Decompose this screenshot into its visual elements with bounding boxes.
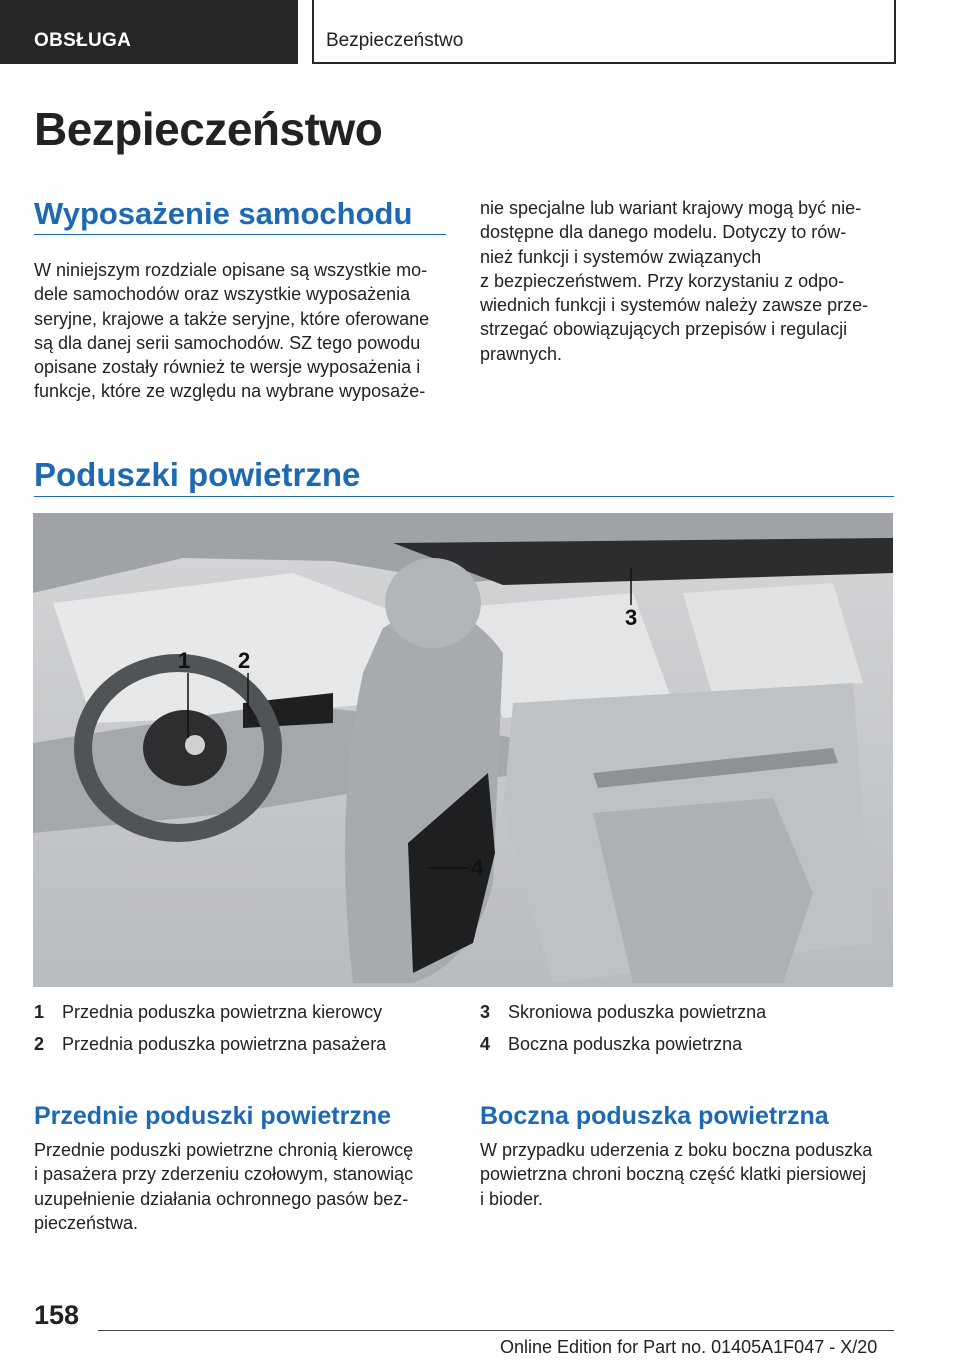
legend-text: Boczna poduszka powietrzna: [508, 1034, 743, 1054]
text-line: Przednie poduszki powietrzne chronią kierowcę: [34, 1140, 414, 1160]
text-line: i pasażera przy zderzeniu czołowym, stanowiąc: [34, 1164, 414, 1185]
subsection-title-side-airbag: Boczna poduszka powietrzna: [480, 1102, 829, 1130]
page-number: 158: [34, 1300, 80, 1330]
section-title-airbags: Poduszki powietrzne: [34, 456, 361, 493]
text-line: seryjne, krajowe a także seryjne, które oferowane: [34, 308, 430, 329]
text-line: W niniejszym rozdziale opisane są wszystkie mo-: [34, 260, 428, 280]
legend-text: Przednia poduszka powietrzna pasażera: [62, 1034, 387, 1054]
text-line: są dla danej serii samochodów. SZ tego powodu: [34, 332, 421, 353]
text-line: prawnych.: [480, 343, 563, 364]
legend-number: 3: [480, 1002, 491, 1022]
page-header: [0, 0, 960, 64]
text-line: wiednich funkcji i systemów należy zawsze prze-: [480, 295, 869, 316]
text-line: nież funkcji i systemów związanych: [480, 246, 762, 267]
section-tab: OBSŁUGA: [0, 0, 298, 64]
section-rule-airbags: [34, 496, 894, 497]
equipment-text-col1: [34, 258, 454, 404]
footer-rule: [98, 1330, 894, 1331]
text-line: nie specjalne lub wariant krajowy mogą być nie-: [480, 198, 862, 218]
front-airbags-text: [34, 1138, 464, 1235]
section-rule-equipment: [34, 234, 446, 235]
chapter-tab: Bezpieczeństwo: [312, 0, 896, 64]
footer-edition: Online Edition for Part no. 01405A1F047 - X/20: [500, 1337, 878, 1357]
text-line: funkcje, które ze względu na wybrane wyposaże-: [34, 381, 426, 402]
callout-1: 1: [178, 648, 191, 673]
text-line: uzupełnienie działania ochronnego pasów bez-: [34, 1188, 409, 1209]
text-line: i bioder.: [480, 1188, 544, 1209]
text-line: dostępne dla danego modelu. Dotyczy to rów-: [480, 222, 847, 243]
text-line: dele samochodów oraz wszystkie wyposażenia: [34, 284, 411, 305]
car-interior-illustration: [33, 513, 893, 987]
legend-number: 4: [480, 1034, 491, 1054]
callout-3: 3: [625, 605, 638, 630]
legend-text: Przednia poduszka powietrzna kierowcy: [62, 1002, 383, 1022]
section-title-equipment: Wyposażenie samochodu: [34, 196, 413, 231]
airbag-diagram: [33, 513, 893, 987]
text-line: W przypadku uderzenia z boku boczna poduszka: [480, 1140, 873, 1160]
text-line: opisane zostały również te wersje wyposażenia i: [34, 357, 421, 378]
legend-number: 2: [34, 1034, 45, 1054]
subsection-title-front-airbags: Przednie poduszki powietrzne: [34, 1102, 391, 1130]
legend-number: 1: [34, 1002, 45, 1022]
callout-2: 2: [238, 648, 251, 673]
text-line: z bezpieczeństwem. Przy korzystaniu z odpo-: [480, 270, 845, 291]
text-line: powietrzna chroni boczną część klatki piersiowej: [480, 1164, 867, 1185]
legend-text: Skroniowa poduszka powietrzna: [508, 1002, 767, 1022]
page-title: Bezpieczeństwo: [34, 103, 383, 155]
side-airbag-text: [480, 1138, 910, 1211]
callout-4: 4: [471, 855, 484, 880]
text-line: strzegać obowiązujących przepisów i regulacji: [480, 319, 848, 340]
equipment-text-col2: [480, 196, 900, 366]
text-line: pieczeństwa.: [34, 1212, 139, 1233]
